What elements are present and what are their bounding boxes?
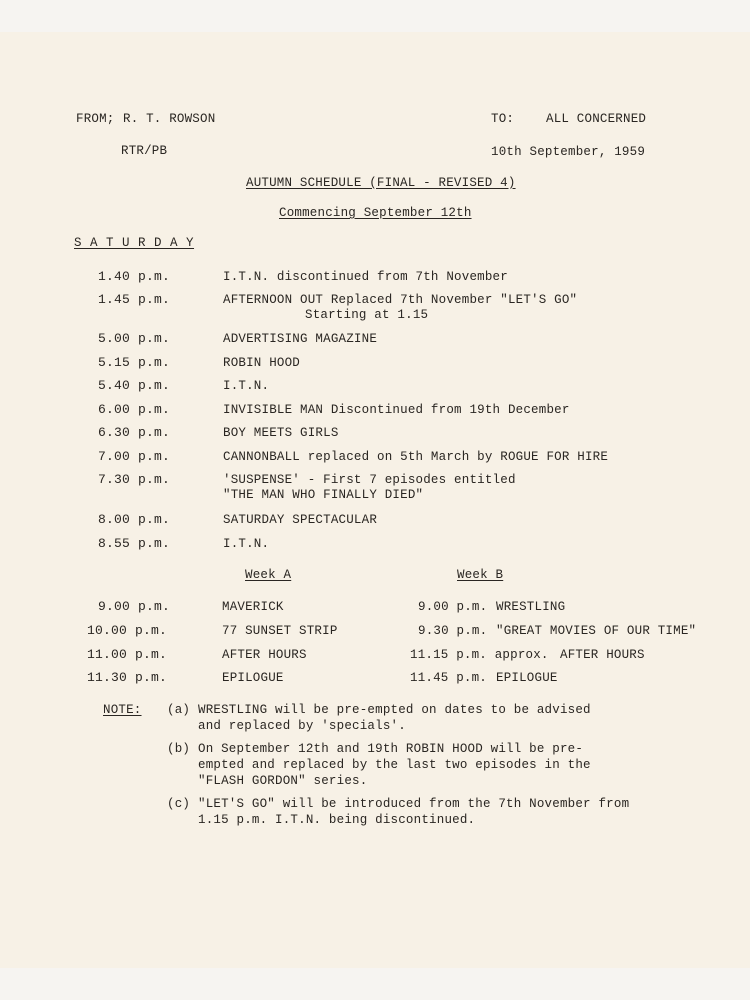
week-a-programme: 77 SUNSET STRIP [222,624,338,638]
schedule-programme: SATURDAY SPECTACULAR [223,513,378,527]
from-name: R. T. ROWSON [123,112,216,126]
note-text-line: "LET'S GO" will be introduced from the 7th November from [198,797,630,811]
schedule-programme: BOY MEETS GIRLS [223,426,339,440]
week-b-time: 9.30 p.m. [418,624,488,638]
schedule-time: 5.00 p.m. [98,331,171,346]
schedule-time: 5.15 p.m. [98,355,171,370]
schedule-programme-note: Starting at 1.15 [305,308,429,322]
note-text-line: 1.15 p.m. I.T.N. being discontinued. [198,813,476,827]
schedule-programme: I.T.N. discontinued from 7th November [223,270,508,284]
week-b-time: 9.00 p.m. [418,600,488,614]
note-marker: (a) [167,703,191,717]
week-b-programme: "GREAT MOVIES OF OUR TIME" [496,624,697,638]
week-time: 9.00 p.m. [98,599,171,614]
schedule-time: 8.00 p.m. [98,512,171,527]
schedule-subtitle: Commencing September 12th [279,206,472,220]
day-heading: S A T U R D A Y [74,236,195,250]
note-text-line: On September 12th and 19th ROBIN HOOD will be pre- [198,742,584,756]
schedule-time: 6.00 p.m. [98,402,171,417]
week-time: 11.00 p.m. [87,647,168,662]
schedule-programme-note: "THE MAN WHO FINALLY DIED" [223,488,424,502]
week-b-time: 11.15 p.m. approx. [410,648,549,662]
week-b-programme: EPILOGUE [496,671,558,685]
note-label: NOTE: [103,703,142,717]
schedule-programme: ADVERTISING MAGAZINE [223,332,378,346]
schedule-time: 1.40 p.m. [98,269,171,284]
note-text-line: "FLASH GORDON" series. [198,774,368,788]
to-label: TO: [491,112,515,126]
week-a-programme: AFTER HOURS [222,648,307,662]
note-marker: (c) [167,797,191,811]
week-a-programme: MAVERICK [222,600,284,614]
schedule-programme: I.T.N. [223,537,270,551]
schedule-time: 7.00 p.m. [98,449,171,464]
week-b-heading: Week B [457,568,504,582]
schedule-programme: I.T.N. [223,379,270,393]
schedule-time: 6.30 p.m. [98,425,171,440]
week-a-programme: EPILOGUE [222,671,284,685]
schedule-programme: AFTERNOON OUT Replaced 7th November "LET'S GO" [223,293,578,307]
schedule-time: 5.40 p.m. [98,378,171,393]
from-label: FROM; [76,112,115,126]
week-b-programme: WRESTLING [496,600,566,614]
schedule-time: 8.55 p.m. [98,536,171,551]
week-time: 10.00 p.m. [87,623,168,638]
week-b-programme: AFTER HOURS [560,648,645,662]
note-text-line: empted and replaced by the last two episodes in the [198,758,591,772]
schedule-programme: CANNONBALL replaced on 5th March by ROGUE FOR HIRE [223,450,609,464]
week-a-heading: Week A [245,568,292,582]
note-text-line: and replaced by 'specials'. [198,719,406,733]
schedule-programme: 'SUSPENSE' - First 7 episodes entitled [223,473,516,487]
schedule-time: 7.30 p.m. [98,472,171,487]
schedule-time: 1.45 p.m. [98,292,171,307]
note-marker: (b) [167,742,191,756]
to-value: ALL CONCERNED [546,112,647,126]
schedule-programme: ROBIN HOOD [223,356,301,370]
schedule-title: AUTUMN SCHEDULE (FINAL - REVISED 4) [246,176,516,190]
schedule-programme: INVISIBLE MAN Discontinued from 19th December [223,403,570,417]
document-page [0,32,750,968]
reference-code: RTR/PB [121,144,168,158]
week-b-time: 11.45 p.m. [410,671,488,685]
week-time: 11.30 p.m. [87,670,168,685]
note-text-line: WRESTLING will be pre-empted on dates to be advised [198,703,591,717]
document-date: 10th September, 1959 [491,145,646,159]
